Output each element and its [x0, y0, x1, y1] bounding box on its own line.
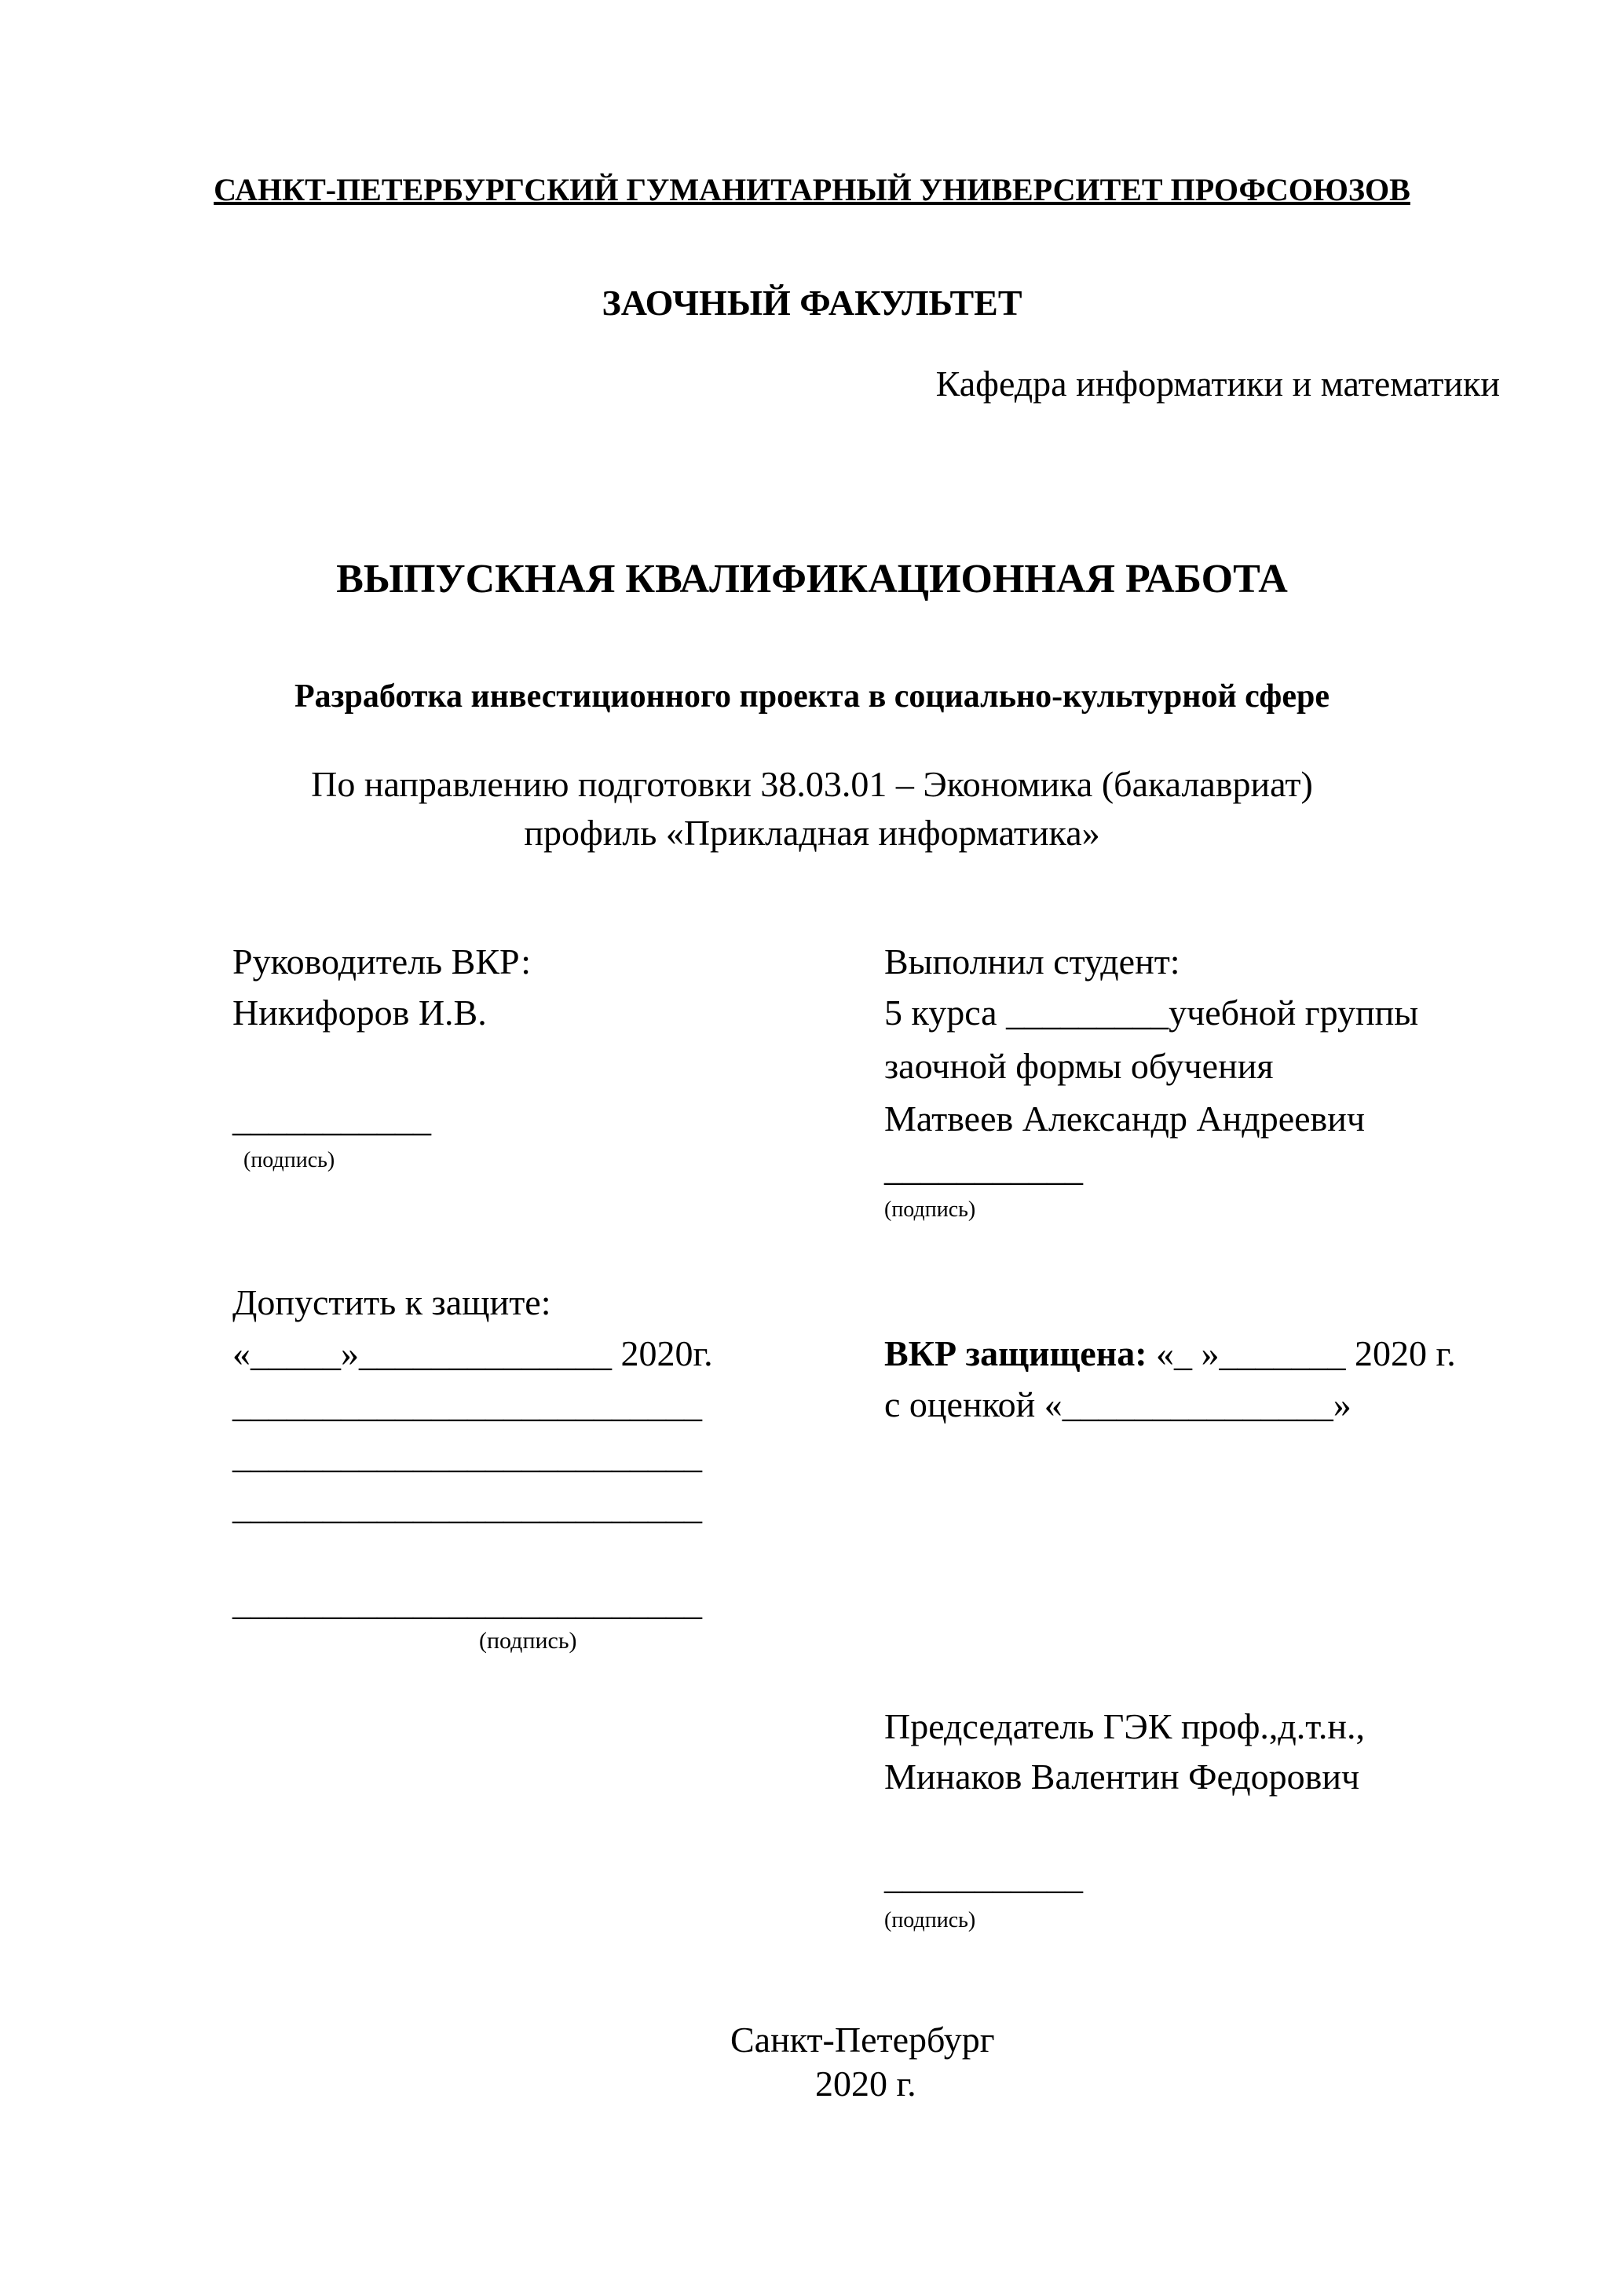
defense-date: «_ »_______ 2020 г.: [1147, 1333, 1456, 1373]
chairman-name: Минаков Валентин Федорович: [884, 1757, 1360, 1797]
supervisor-signature-line: ___________: [232, 1099, 431, 1139]
faculty-name: ЗАОЧНЫЙ ФАКУЛЬТЕТ: [602, 283, 1022, 323]
admission-signature-line: __________________________: [232, 1582, 702, 1622]
student-course: 5 курса _________учебной группы: [884, 993, 1419, 1033]
admission-date: «_____»______________ 2020г.: [232, 1333, 713, 1373]
student-signature-line: ___________: [884, 1148, 1083, 1188]
supervisor-name: Никифоров И.В.: [232, 993, 487, 1033]
footer-year: 2020 г.: [815, 2064, 916, 2104]
chairman-signature-caption: (подпись): [884, 1908, 976, 1932]
work-title: Разработка инвестиционного проекта в социально-культурной сфере: [294, 678, 1330, 715]
chairman-title: Председатель ГЭК проф.,д.т.н.,: [884, 1706, 1366, 1746]
student-study-form: заочной формы обучения: [884, 1046, 1274, 1086]
chairman-signature-line: ___________: [884, 1856, 1083, 1896]
admission-line-2: __________________________: [232, 1435, 702, 1475]
student-signature-caption: (подпись): [884, 1197, 976, 1222]
work-type: ВЫПУСКНАЯ КВАЛИФИКАЦИОННАЯ РАБОТА: [336, 557, 1288, 601]
supervisor-label: Руководитель ВКР:: [232, 941, 532, 982]
defense-label: ВКР защищена:: [884, 1333, 1147, 1373]
admission-line-3: __________________________: [232, 1486, 702, 1526]
defense-line: [884, 1333, 1456, 1373]
university-name: САНКТ-ПЕТЕРБУРГСКИЙ ГУМАНИТАРНЫЙ УНИВЕРСИТЕТ ПРОФСОЮЗОВ: [214, 172, 1410, 207]
admission-line-1: __________________________: [232, 1384, 702, 1424]
student-label: Выполнил студент:: [884, 941, 1180, 982]
footer-city: Санкт-Петербург: [730, 2020, 995, 2060]
work-profile: профиль «Прикладная информатика»: [524, 813, 1100, 853]
student-name: Матвеев Александр Андреевич: [884, 1099, 1365, 1139]
supervisor-signature-caption: (подпись): [243, 1148, 335, 1172]
department-name: Кафедра информатики и математики: [935, 364, 1500, 404]
defense-grade: с оценкой «_______________»: [884, 1384, 1352, 1424]
admission-signature-caption: (подпись): [479, 1628, 577, 1654]
work-direction: По направлению подготовки 38.03.01 – Экономика (бакалавриат): [311, 764, 1313, 804]
admission-label: Допустить к защите:: [232, 1282, 551, 1322]
